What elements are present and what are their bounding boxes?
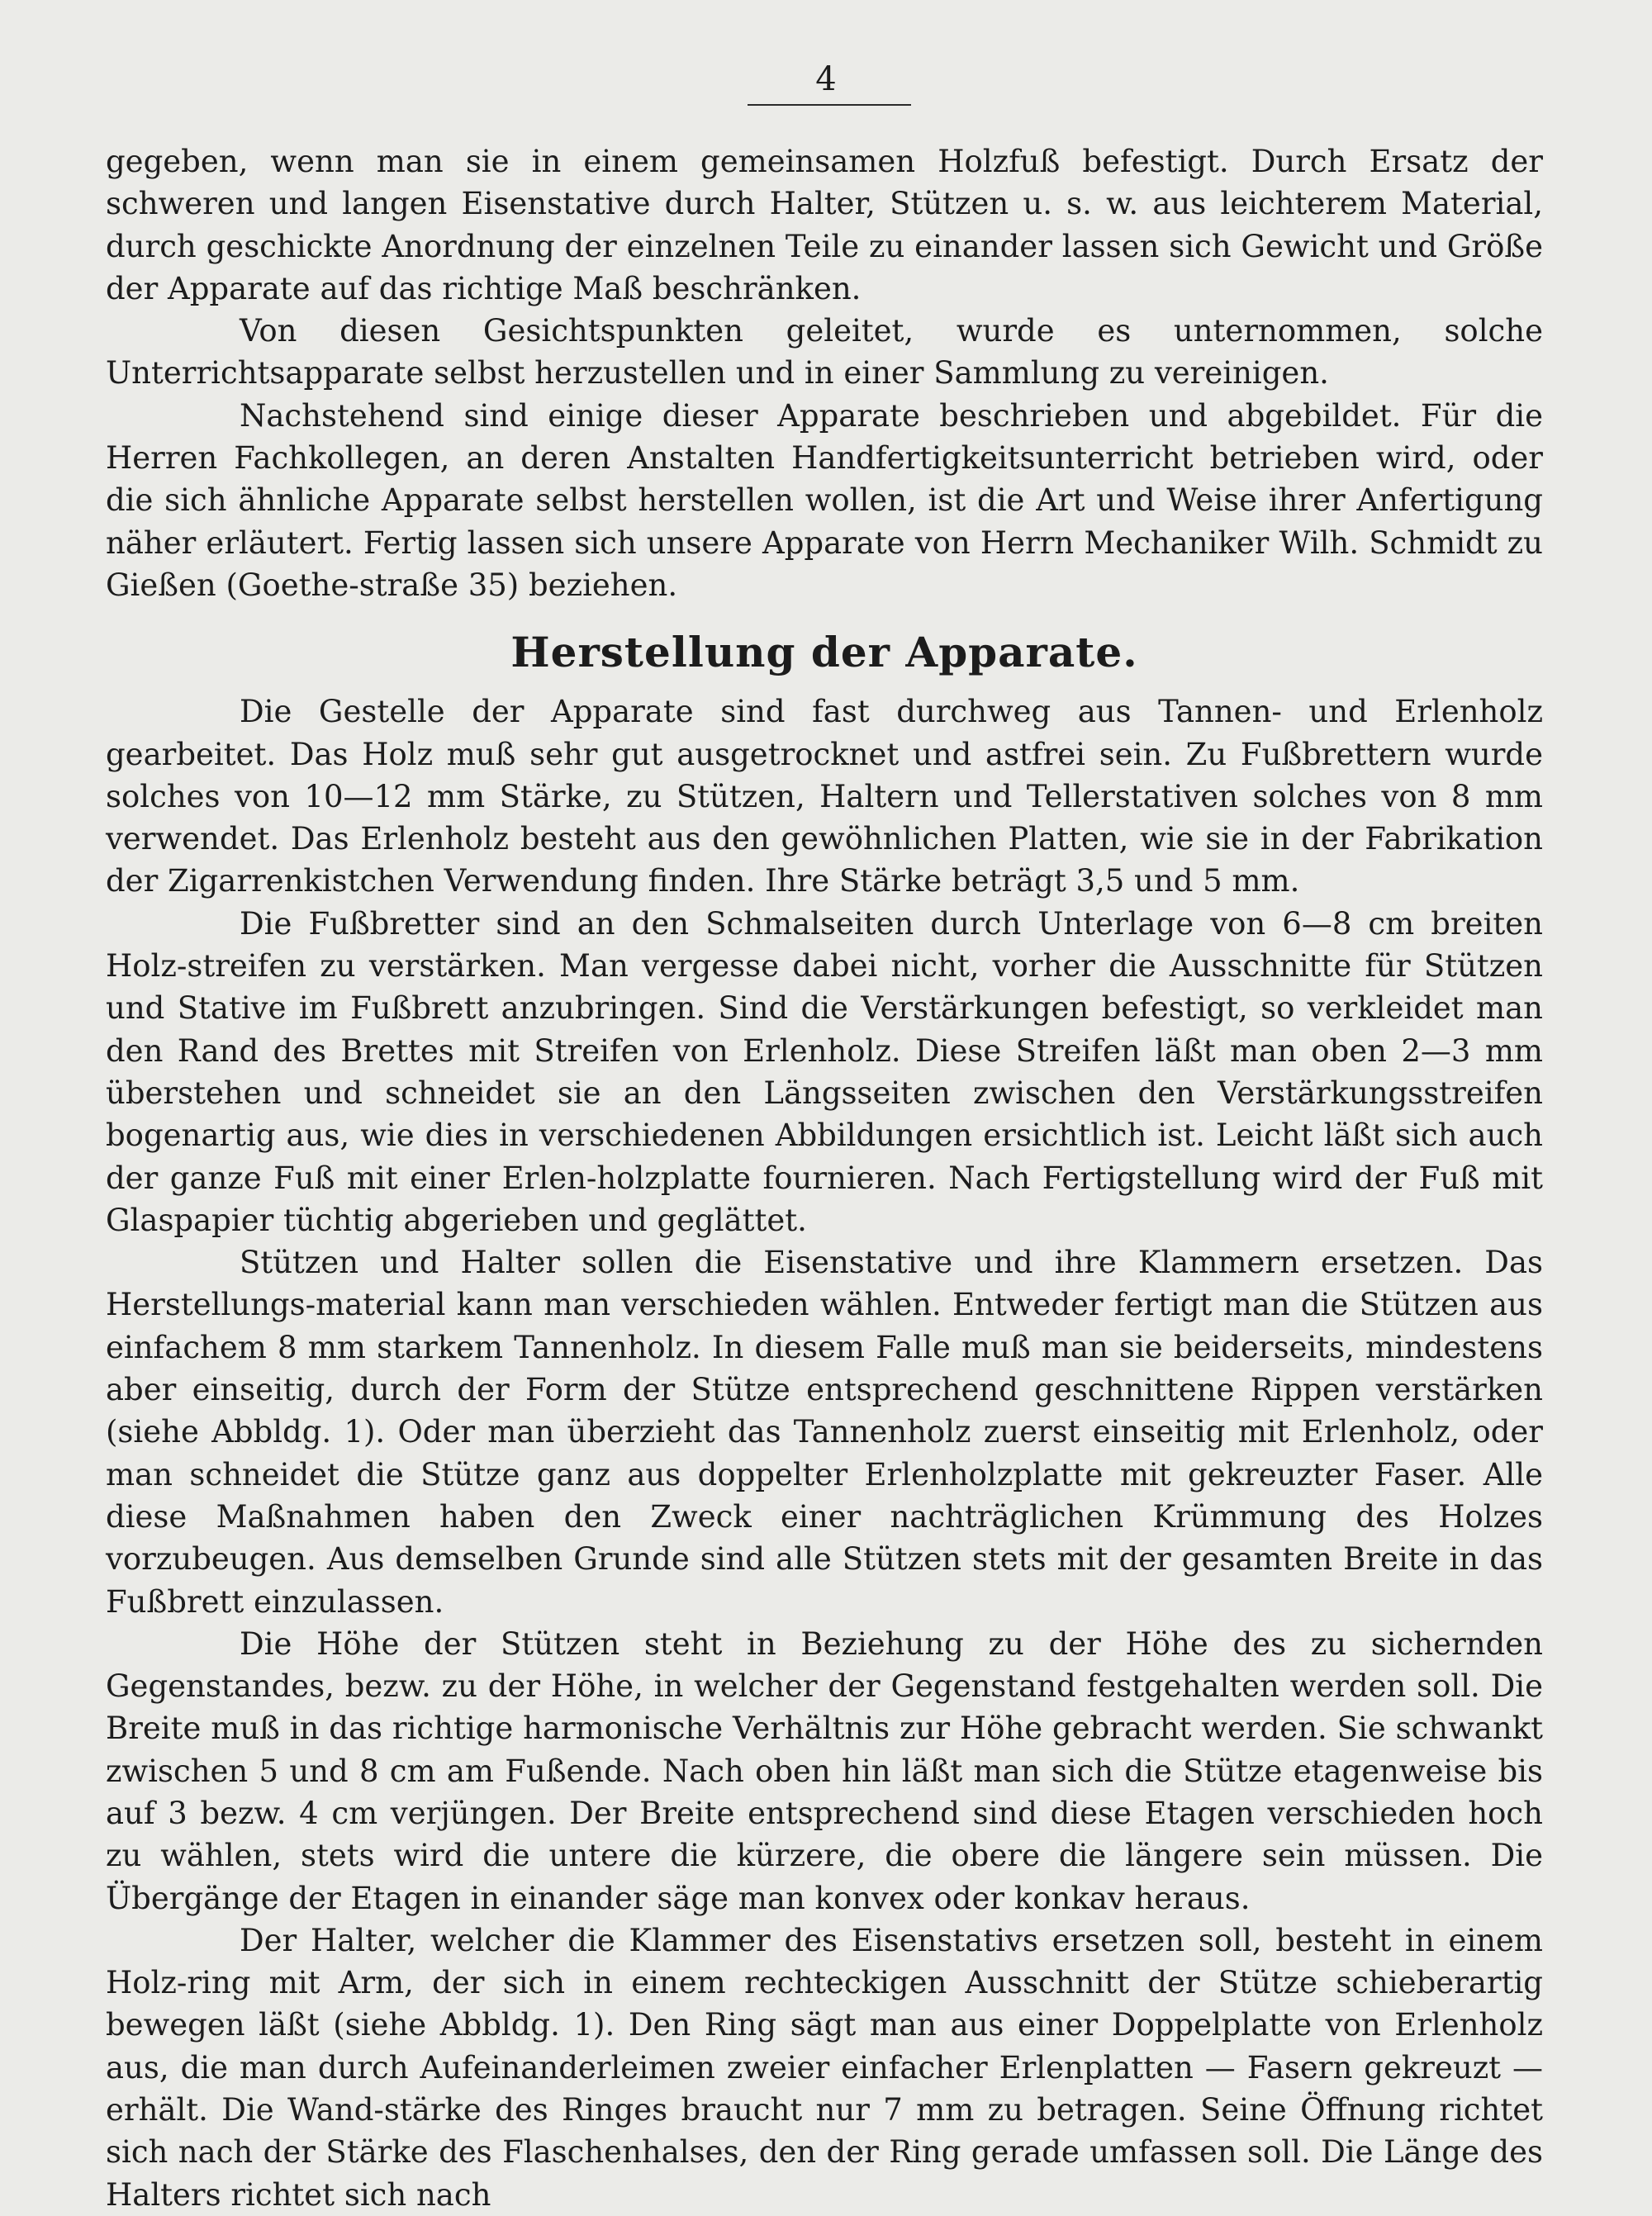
paragraph: gegeben, wenn man sie in einem gemeinsamen Holzfuß befestigt. Durch Ersatz der schweren und langen Eisenstative durch Halter, Stützen u. s. w. aus leichterem Material, durch geschickte Anordnung der einzelnen Teile zu einander lassen sich Gewicht und Größe der Apparate auf das richtige Maß beschränken. <box>106 144 1543 306</box>
paragraph: Von diesen Gesichtspunkten geleitet, wurde es unternommen, solche Unterrichtsapparate selbst herzustellen und in einer Sammlung zu vereinigen. <box>106 313 1543 391</box>
paragraph: Nachstehend sind einige dieser Apparate beschrieben und abgebildet. Für die Herren Fachkollegen, an deren Anstalten Handfertigkeitsunterricht betrieben wird, oder die sich ähnliche Apparate selbst herstellen wollen, ist die Art und Weise ihrer Anfertigung näher erläutert. Fertig lassen sich unsere Apparate von Herrn Mechaniker Wilh. Schmidt zu Gießen (Goethe-straße 35) beziehen. <box>106 397 1543 603</box>
paragraph: Die Gestelle der Apparate sind fast durchweg aus Tannen- und Erlenholz gearbeitet. Das Holz muß sehr gut ausgetrocknet und astfrei sein. Zu Fußbrettern wurde solches von 10—12 mm Stärke, zu Stützen, Haltern und Tellerstativen solches von 8 mm verwendet. Das Erlenholz besteht aus den gewöhnlichen Platten, wie sie in der Fabrikation der Zigarrenkistchen Verwendung finden. Ihre Stärke beträgt 3,5 und 5 mm. <box>106 694 1543 899</box>
header-rule <box>748 104 911 106</box>
body-text <box>106 140 1543 2216</box>
paragraph: Die Fußbretter sind an den Schmalseiten durch Unterlage von 6—8 cm breiten Holz-streifen zu verstärken. Man vergesse dabei nicht, vorher die Ausschnitte für Stützen und Stative im Fußbrett anzubringen. Sind die Verstärkungen befestigt, so verkleidet man den Rand des Brettes mit Streifen von Erlenholz. Diese Streifen läßt man oben 2—3 mm überstehen und schneidet sie an den Längsseiten zwischen den Verstärkungsstreifen bogenartig aus, wie dies in verschiedenen Abbildungen ersichtlich ist. Leicht läßt sich auch der ganze Fuß mit einer Erlen-holzplatte fournieren. Nach Fertigstellung wird der Fuß mit Glaspapier tüchtig abgerieben und geglättet. <box>106 905 1543 1238</box>
page-number: 4 <box>815 60 837 98</box>
paragraph: Die Höhe der Stützen steht in Beziehung zu der Höhe des zu sichernden Gegenstandes, bezw. zu der Höhe, in welcher der Gegenstand festgehalten werden soll. Die Breite muß in das richtige harmonische Verhältnis zur Höhe gebracht werden. Sie schwankt zwischen 5 und 8 cm am Fußende. Nach oben hin läßt man sich die Stütze etagenweise bis auf 3 bezw. 4 cm verjüngen. Der Breite entsprechend sind diese Etagen verschieden hoch zu wählen, stets wird die untere die kürzere, die obere die längere sein müssen. Die Übergänge der Etagen in einander säge man konvex oder konkav heraus. <box>106 1625 1543 1916</box>
paragraph: Stützen und Halter sollen die Eisenstative und ihre Klammern ersetzen. Das Herstellungs-material kann man verschieden wählen. Entweder fertigt man die Stützen aus einfachem 8 mm starkem Tannenholz. In diesem Falle muß man sie beiderseits, mindestens aber einseitig, durch der Form der Stütze entsprechend geschnittene Rippen verstärken (siehe Abbldg. 1). Oder man überzieht das Tannenholz zuerst einseitig mit Erlenholz, oder man schneidet die Stütze ganz aus doppelter Erlenholzplatte mit gekreuzter Faser. Alle diese Maßnahmen haben den Zweck einer nachträglichen Krümmung des Holzes vorzubeugen. Aus demselben Grunde sind alle Stützen stets mit der gesamten Breite in das Fußbrett einzulassen. <box>106 1245 1543 1620</box>
paragraph: Der Halter, welcher die Klammer des Eisenstativs ersetzen soll, besteht in einem Holz-ring mit Arm, der sich in einem rechteckigen Ausschnitt der Stütze schieberartig bewegen läßt (siehe Abbldg. 1). Den Ring sägt man aus einer Doppelplatte von Erlenholz aus, die man durch Aufeinanderleimen zweier einfacher Erlenplatten — Fasern gekreuzt — erhält. Die Wand-stärke des Ringes braucht nur 7 mm zu betragen. Seine Öffnung richtet sich nach der Stärke des Flaschenhalses, den der Ring gerade umfassen soll. Die Länge des Halters richtet sich nach <box>106 1922 1543 2213</box>
section-heading: Herstellung der Apparate. <box>510 628 1138 677</box>
